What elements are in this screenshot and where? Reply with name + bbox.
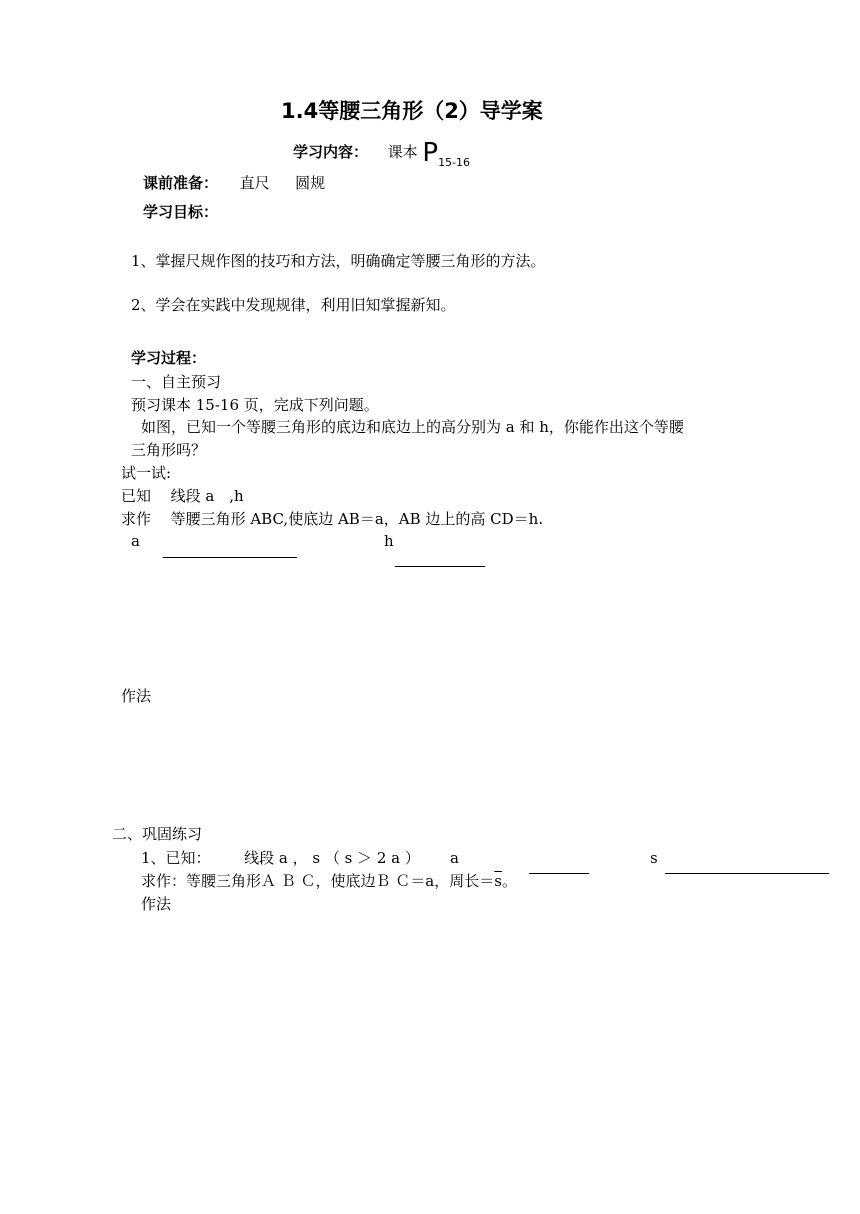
exercise-1-given-value: 线段 a ， s （ s ＞ 2 a ） <box>244 849 420 867</box>
exercise-segment-a-line <box>529 873 589 874</box>
exercise-segment-s-line <box>665 873 829 874</box>
try-label: 试一试: <box>121 464 172 482</box>
prep-item-compass: 圆规 <box>295 174 326 192</box>
question-line-2: 三角形吗？ <box>131 441 207 459</box>
exercise-1-construct <box>141 874 517 889</box>
exercise-1-prefix: 1、已知： <box>141 849 211 867</box>
goal-item: 2、学会在实践中发现规律，利用旧知掌握新知。 <box>131 296 456 314</box>
learning-content <box>293 136 471 169</box>
page-letter: P <box>422 138 439 168</box>
exercise-segment-s-label: s <box>650 849 658 867</box>
section1-intro: 预习课本 15-16 页，完成下列问题。 <box>131 396 379 414</box>
prep-line <box>143 176 325 191</box>
segment-h-line <box>395 566 485 567</box>
construct-line <box>121 512 543 527</box>
page-title: 1.4等腰三角形（2）导学案 <box>281 99 543 123</box>
given-value: 线段 a ,h <box>170 487 244 505</box>
goals-label: 学习目标： <box>143 203 219 221</box>
process-label: 学习过程： <box>131 349 207 367</box>
goal-item: 1、掌握尺规作图的技巧和方法，明确确定等腰三角形的方法。 <box>131 252 546 270</box>
prep-label: 课前准备： <box>143 174 219 192</box>
exercise-construct-s: $\overline{s}$ <box>494 872 502 890</box>
section1-heading: 一、自主预习 <box>131 373 222 391</box>
method-label-1: 作法 <box>121 687 152 705</box>
exercise-1-given <box>141 851 420 866</box>
exercise-construct-text: 求作：等腰三角形Ａ Ｂ Ｃ，使底边Ｂ Ｃ＝a，周长＝ <box>141 872 495 890</box>
construct-value: 等腰三角形 ABC,使底边 AB＝a，AB 边上的高 CD＝h. <box>170 510 544 528</box>
question-line-1: 如图，已知一个等腰三角形的底边和底边上的高分别为 a 和 h，你能作出这个等腰 <box>141 418 684 436</box>
segment-a-label: a <box>131 532 140 550</box>
learning-content-value: 课本 <box>387 143 418 161</box>
method-label-2: 作法 <box>141 895 172 913</box>
construct-label: 求作 <box>121 510 152 528</box>
learning-content-label: 学习内容： <box>293 143 369 161</box>
page-range: 15-16 <box>438 156 471 169</box>
segment-h-label: h <box>384 532 394 550</box>
exercise-segment-a-label: a <box>450 849 459 867</box>
given-line <box>121 489 244 504</box>
exercise-construct-end: 。 <box>501 872 517 890</box>
segment-a-line <box>163 557 297 558</box>
prep-item-ruler: 直尺 <box>239 174 270 192</box>
given-label: 已知 <box>121 487 152 505</box>
section2-heading: 二、巩固练习 <box>112 825 203 843</box>
